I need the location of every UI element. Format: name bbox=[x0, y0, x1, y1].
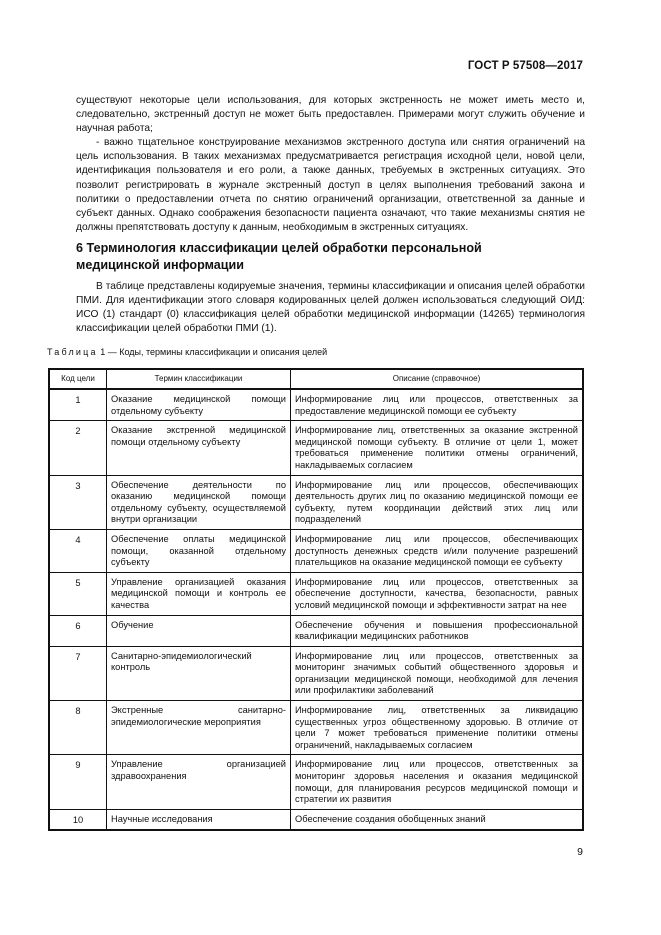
purpose-codes-table bbox=[48, 368, 584, 831]
cell-term: Управление организацией здравоохранения bbox=[107, 755, 291, 809]
header-description: Описание (справочное) bbox=[291, 369, 584, 389]
table-header-row bbox=[49, 369, 583, 389]
table-row bbox=[49, 475, 583, 529]
cell-description: Информирование лиц или процессов, обеспечивающих деятельность других лиц по оказанию медицинской помощи ее субъекту, путем координации действий этих лиц или подразделений bbox=[291, 475, 584, 529]
cell-description: Информирование лиц или процессов, ответственных за обеспечение доступности, качества, безопасности, равных условий медицинской помощи и эффективности затрат на нее bbox=[291, 572, 584, 615]
cell-term: Оказание экстренной медицинской помощи отдельному субъекту bbox=[107, 421, 291, 475]
intro-paragraph-2: - важно тщательное конструирование механизмов экстренного доступа или снятия ограничений на цель использования. В таких механизмах предусматривается регистрация исходной цели, новой цели, идентификация пользователя и его роли, а также данных, требуемых в экстренных ситуациях. Это позволит регистрировать в журнале экстренный доступ в целях выполнения требований закона и политики о предоставлении отчета по снятию ограничений организации, ответственной за данные и субъект данных. Однако соображения безопасности пациента означают, что такие механизмы снятия не должны препятствовать доступу к данным, необходимым в экстренных ситуациях. bbox=[76, 137, 585, 233]
cell-code: 9 bbox=[49, 755, 107, 809]
table-caption-text: 1 — Коды, термины классификации и описания целей bbox=[100, 347, 328, 357]
cell-term: Обучение bbox=[107, 615, 291, 646]
section-number: 6 bbox=[76, 241, 84, 255]
cell-code: 1 bbox=[49, 389, 107, 421]
header-term: Термин классификации bbox=[107, 369, 291, 389]
intro-paragraph-1: существуют некоторые цели использования, для которых экстренность не может иметь место и, следовательно, экстренный доступ не может быть предоставлен. Примерами могут служить обучение и научная работа; bbox=[76, 95, 585, 135]
cell-description: Информирование лиц, ответственных за ликвидацию существенных угроз общественному здоровью. В отличие от цели 7 может требоваться применение политики отмены ограничений, накладываемых согласием bbox=[291, 701, 584, 755]
cell-term: Экстренные санитарно-эпидемиологические мероприятия bbox=[107, 701, 291, 755]
section-heading bbox=[76, 240, 556, 274]
table-row bbox=[49, 646, 583, 700]
header-code: Код цели bbox=[49, 369, 107, 389]
cell-term: Оказание медицинской помощи отдельному субъекту bbox=[107, 389, 291, 421]
cell-term: Научные исследования bbox=[107, 809, 291, 830]
cell-description: Информирование лиц, ответственных за оказание экстренной медицинской помощи субъекту. В отличие от цели 1, может требоваться применение политики отмены ограничений, накладываемых согласием bbox=[291, 421, 584, 475]
table-row bbox=[49, 529, 583, 572]
cell-description: Информирование лиц или процессов, ответственных за мониторинг значимых событий общественного здоровья и организации медицинской помощи, необходимой для лечения или профилактики заболеваний bbox=[291, 646, 584, 700]
table-row bbox=[49, 389, 583, 421]
cell-code: 6 bbox=[49, 615, 107, 646]
cell-code: 8 bbox=[49, 701, 107, 755]
cell-term: Управление организацией оказания медицинской помощи и контроль ее качества bbox=[107, 572, 291, 615]
section-title: Терминология классификации целей обработки персональной медицинской информации bbox=[76, 241, 482, 272]
table-caption bbox=[47, 347, 327, 357]
cell-description: Обеспечение создания обобщенных знаний bbox=[291, 809, 584, 830]
cell-code: 2 bbox=[49, 421, 107, 475]
table-row bbox=[49, 421, 583, 475]
table-row bbox=[49, 809, 583, 830]
table-row bbox=[49, 615, 583, 646]
table-row bbox=[49, 701, 583, 755]
cell-code: 4 bbox=[49, 529, 107, 572]
cell-term: Обеспечение деятельности по оказанию медицинской помощи отдельному субъекту, осуществляемой внутри организации bbox=[107, 475, 291, 529]
cell-description: Информирование лиц или процессов, обеспечивающих доступность денежных средств и/или получение разрешений плательщиков на оказание медицинской помощи ее субъекту bbox=[291, 529, 584, 572]
page-number: 9 bbox=[577, 846, 583, 858]
cell-term: Санитарно-эпидемиологический контроль bbox=[107, 646, 291, 700]
cell-code: 3 bbox=[49, 475, 107, 529]
cell-description: Информирование лиц или процессов, ответственных за мониторинг здоровья населения и оказания медицинской помощи, для планирования ресурсов медицинской помощи и стратегии их развития bbox=[291, 755, 584, 809]
cell-code: 5 bbox=[49, 572, 107, 615]
document-id: ГОСТ Р 57508—2017 bbox=[467, 60, 583, 72]
table-caption-label: Таблица bbox=[47, 347, 98, 357]
section-text bbox=[76, 280, 585, 336]
cell-description: Обеспечение обучения и повышения профессиональной квалификации медицинских работников bbox=[291, 615, 584, 646]
cell-term: Обеспечение оплаты медицинской помощи, оказанной отдельному субъекту bbox=[107, 529, 291, 572]
cell-code: 7 bbox=[49, 646, 107, 700]
cell-description: Информирование лиц или процессов, ответственных за предоставление медицинской помощи ее субъекту bbox=[291, 389, 584, 421]
table-row bbox=[49, 572, 583, 615]
intro-text bbox=[76, 94, 585, 235]
cell-code: 10 bbox=[49, 809, 107, 830]
table-row bbox=[49, 755, 583, 809]
section-paragraph: В таблице представлены кодируемые значения, термины классификации и описания целей обработки ПМИ. Для идентификации этого словаря кодированных целей должен использоваться следующий ОИД: ИСО (1) стандарт (0) классификация целей обработки медицинской информации (14265) терминология классификации целей обработки ПМИ (1). bbox=[76, 281, 585, 335]
